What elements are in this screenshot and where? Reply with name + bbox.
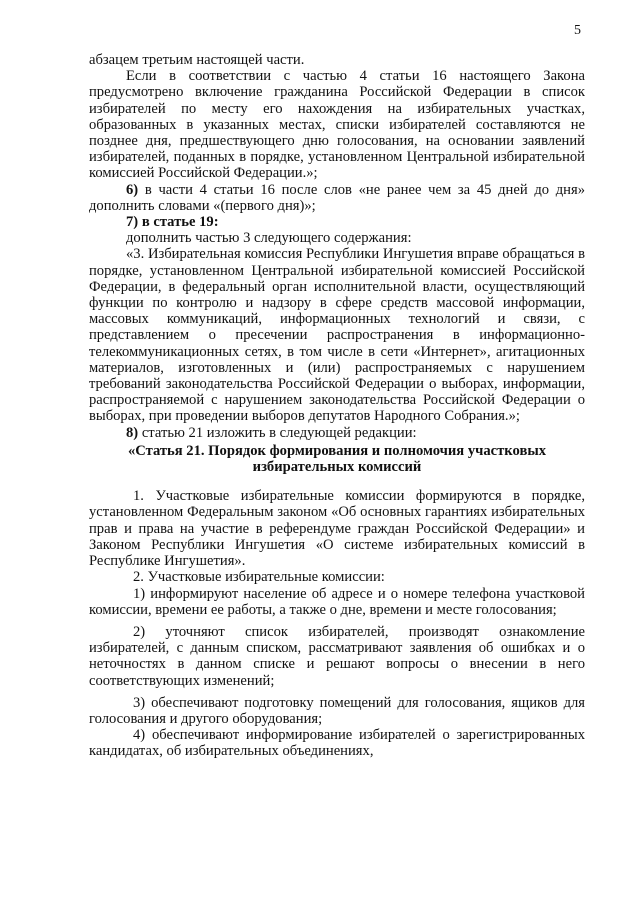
paragraph: 3) обеспечивают подготовку помещений для голосования, ящиков для голосования и другого оборудования;: [89, 694, 585, 727]
amendment-item-6: [89, 182, 585, 214]
page-number: 5: [574, 23, 581, 38]
paragraph: дополнить частью 3 следующего содержания:: [126, 230, 412, 247]
item-text: статью 21 изложить в следующей редакции:: [138, 424, 417, 441]
item-number: 6): [126, 181, 139, 198]
paragraph: абзацем третьим настоящей части.: [89, 52, 305, 68]
item-text: в части 4 статьи 16 после слов «не ранее чем за 45 дней до дня» дополнить словами «(первого дня)»;: [89, 181, 585, 214]
paragraph: 2) уточняют список избирателей, производят ознакомление избирателей, с данным списком, рассматривают заявления об ошибках и о неточностях в данном списке и решают вопросы о внесении в него соответствующих изменений;: [89, 623, 585, 689]
paragraph: 1. Участковые избирательные комиссии формируются в порядке, установленном Федеральным законом «Об основных гарантиях избирательных прав и права на участие в референдуме граждан Российской Федерации» и Законом Республики Ингушетия «О системе избирательных комиссий в Республике Ингушетия».: [89, 488, 585, 570]
paragraph: Если в соответствии с частью 4 статьи 16 настоящего Закона предусмотрено включение гражданина Российской Федерации в список избирателей по месту его нахождения на избирательных участках, образованных в указанных местах, списки избирателей составляются не позднее дня, предшествующего дню голосования, на основании заявлений избирателей, поданных в порядке, установленном Центральной избирательной комиссией Российской Федерации.»;: [89, 68, 585, 182]
paragraph: 4) обеспечивают информирование избирателей о зарегистрированных кандидатах, об избирательных объединениях,: [89, 727, 585, 760]
item-number: 8): [126, 424, 139, 441]
paragraph: 1) информируют население об адресе и о номере телефона участковой комиссии, времени ее работы, а также о дне, времени и месте голосования;: [89, 585, 585, 618]
article-21-heading-line-2: избирательных комиссий: [252, 459, 422, 476]
document-body: [89, 52, 585, 760]
quoted-part-3: «3. Избирательная комиссия Республики Ингушетия вправе обращаться в порядке, установленном Центральной избирательной комиссией Российской Федерации, в федеральный орган исполнительной власти, осуществляющий функции по контролю и надзору в сфере средств массовой информации, массовых коммуникаций, информационных технологий и связи, с представлением о пресечении распространения в информационно-телекоммуникационных сетях, в том числе в сети «Интернет», агитационных материалов, изготовленных и (или) распространяемых с нарушением требований законодательства Российской Федерации о выборах, информации, распространяемой с нарушением законодательства Российской Федерации о выборах, при проведении выборов депутатов Народного Собрания.»;: [89, 246, 585, 425]
item-number: 7): [126, 214, 139, 231]
paragraph: 2. Участковые избирательные комиссии:: [133, 569, 385, 586]
article-21-heading-line-1: «Статья 21. Порядок формирования и полномочия участковых: [127, 442, 547, 459]
amendment-item-8: [89, 425, 585, 441]
item-text: в статье 19:: [141, 214, 219, 231]
amendment-item-7: [89, 214, 585, 230]
